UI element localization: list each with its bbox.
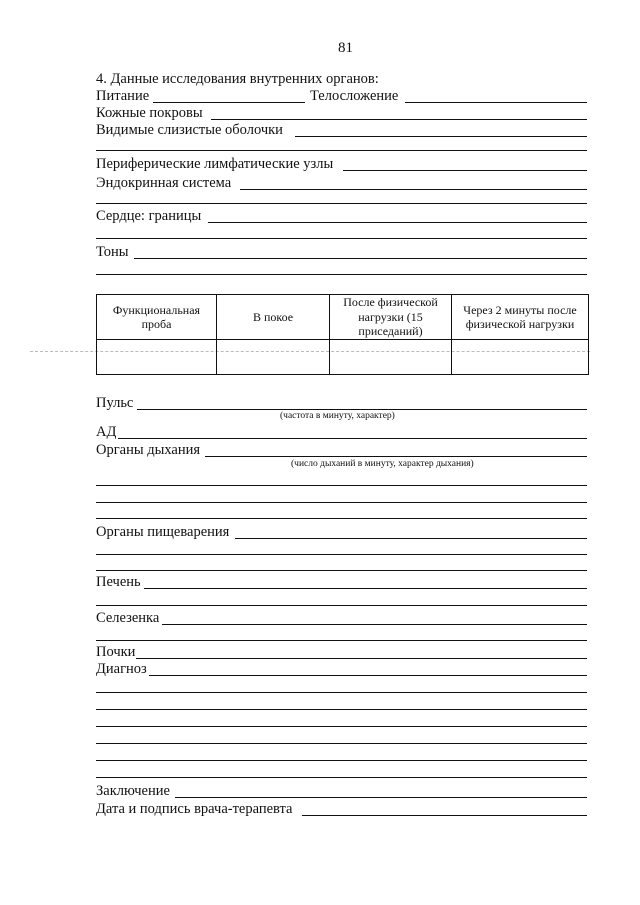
table-cell[interactable] xyxy=(97,340,217,375)
lymph-line[interactable] xyxy=(343,170,587,171)
signature-label: Дата и подпись врача-терапевта xyxy=(96,801,293,817)
skin-label: Кожные покровы xyxy=(96,105,203,121)
endocrine-line-2[interactable] xyxy=(96,203,587,204)
liver-line[interactable] xyxy=(144,588,587,589)
nutrition-label: Питание xyxy=(96,88,150,104)
digestive-line[interactable] xyxy=(235,538,587,539)
skin-line[interactable] xyxy=(211,119,587,120)
diagnosis-line-3[interactable] xyxy=(96,709,587,710)
section-heading: 4. Данные исследования внутренних органов: xyxy=(96,71,379,87)
diagnosis-line-4[interactable] xyxy=(96,726,587,727)
tones-line-2[interactable] xyxy=(96,274,587,275)
conclusion-label: Заключение xyxy=(96,783,170,799)
functional-test-table xyxy=(96,294,589,375)
spleen-line-2[interactable] xyxy=(96,640,587,641)
digestive-line-3[interactable] xyxy=(96,570,587,571)
mucosa-label: Видимые слизистые оболочки xyxy=(96,122,283,138)
respiratory-line-3[interactable] xyxy=(96,502,587,503)
nutrition-line[interactable] xyxy=(153,102,305,103)
pulse-hint: (частота в минуту, характер) xyxy=(280,411,395,421)
table-header-cell: Функциональная проба xyxy=(97,295,217,340)
digestive-label: Органы пищеварения xyxy=(96,524,230,540)
table-cell[interactable] xyxy=(330,340,452,375)
bp-line[interactable] xyxy=(118,438,587,439)
respiratory-hint: (число дыханий в минуту, характер дыхания) xyxy=(291,459,474,469)
table-header-row xyxy=(97,295,589,340)
diagnosis-line-2[interactable] xyxy=(96,692,587,693)
diagnosis-line[interactable] xyxy=(149,675,587,676)
liver-label: Печень xyxy=(96,574,141,590)
liver-line-2[interactable] xyxy=(96,605,587,606)
endocrine-line[interactable] xyxy=(240,189,587,190)
diagnosis-label: Диагноз xyxy=(96,661,147,677)
tones-line[interactable] xyxy=(134,258,587,259)
conclusion-line[interactable] xyxy=(175,797,587,798)
lymph-label: Периферические лимфатические узлы xyxy=(96,156,334,172)
heart-label: Сердце: границы xyxy=(96,208,202,224)
respiratory-line-4[interactable] xyxy=(96,518,587,519)
diagnosis-line-6[interactable] xyxy=(96,760,587,761)
spleen-label: Селезенка xyxy=(96,610,160,626)
respiratory-label: Органы дыхания xyxy=(96,442,201,458)
heart-line[interactable] xyxy=(208,222,587,223)
spleen-line[interactable] xyxy=(162,624,587,625)
mucosa-line-2[interactable] xyxy=(96,150,587,151)
table-header-cell: Через 2 минуты после физической нагрузки xyxy=(452,295,589,340)
table-header-cell: В покое xyxy=(217,295,330,340)
diagnosis-line-5[interactable] xyxy=(96,743,587,744)
diagnosis-line-7[interactable] xyxy=(96,777,587,778)
table-row xyxy=(97,340,589,375)
digestive-line-2[interactable] xyxy=(96,554,587,555)
table-header-cell: После физической нагрузки (15 приседаний) xyxy=(330,295,452,340)
physique-line[interactable] xyxy=(405,102,587,103)
respiratory-line[interactable] xyxy=(205,456,587,457)
physique-label: Телосложение xyxy=(310,88,399,104)
respiratory-line-2[interactable] xyxy=(96,485,587,486)
table-cell[interactable] xyxy=(217,340,330,375)
mucosa-line[interactable] xyxy=(295,136,587,137)
tones-label: Тоны xyxy=(96,244,129,260)
endocrine-label: Эндокринная система xyxy=(96,175,232,191)
bp-label: АД xyxy=(96,424,117,440)
kidneys-label: Почки xyxy=(96,644,136,660)
signature-line[interactable] xyxy=(302,815,587,816)
pulse-label: Пульс xyxy=(96,395,134,411)
pulse-line[interactable] xyxy=(137,409,587,410)
kidneys-line[interactable] xyxy=(136,658,587,659)
table-cell[interactable] xyxy=(452,340,589,375)
heart-line-2[interactable] xyxy=(96,238,587,239)
page-number: 81 xyxy=(338,40,353,56)
